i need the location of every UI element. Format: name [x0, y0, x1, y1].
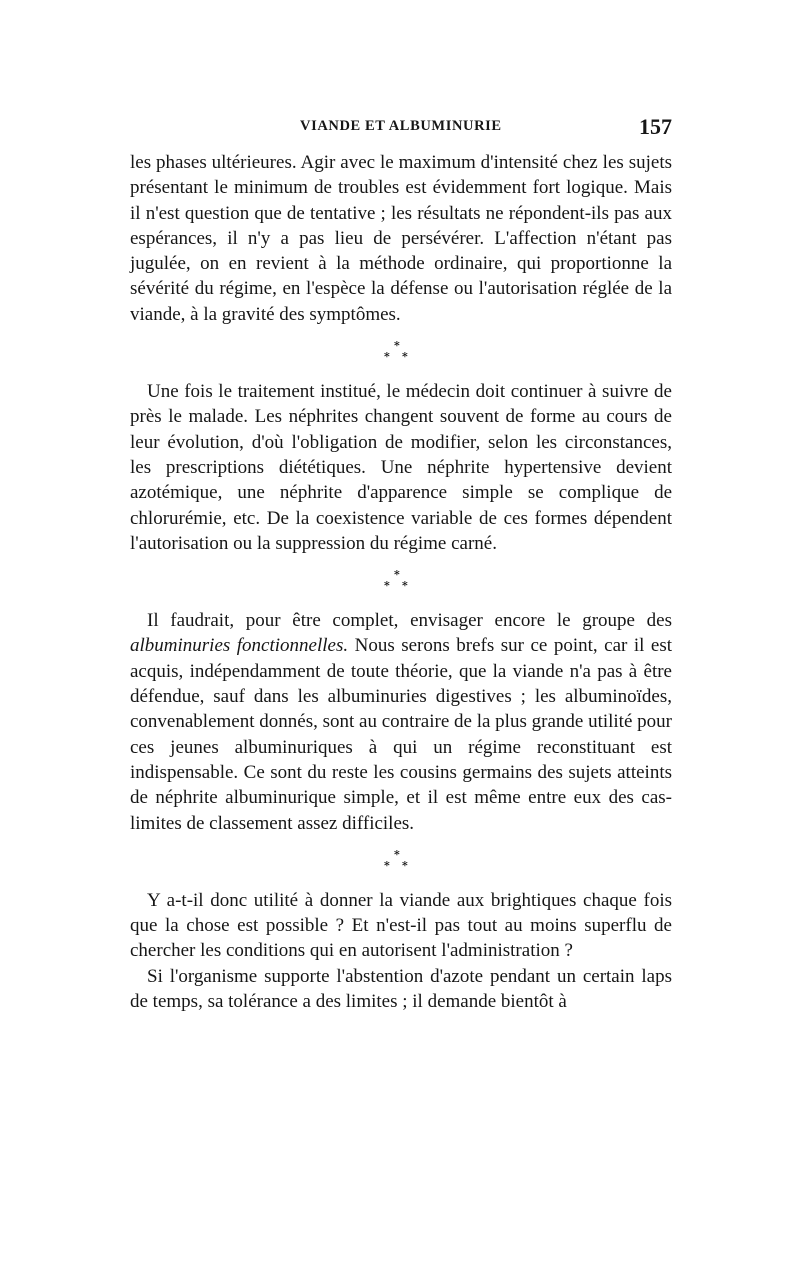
asterism-separator-1 [130, 327, 672, 379]
paragraph-4: Y a-t-il donc utilité à donner la viande aux brightiques chaque fois que la chose est possible ? Et n'est-il pas tout au moins superflu de chercher les conditions qui en autorisent l'administration ? [130, 889, 672, 962]
paragraph-2: Une fois le traitement institué, le médecin doit continuer à suivre de près le malade. Les néphrites changent souvent de forme au cours de leur évolution, d'où l'obligation de modifier, selon les circonstances, les prescriptions diététiques. Une néphrite hypertensive devient azotémique, une néphrite d'apparence simple se complique de chlorurémie, etc. De la coexistence variable de ces formes dépendent l'autorisation ou la suppression du régime carné. [130, 381, 672, 554]
paragraph-3-italic-term: albuminuries fonctionnelles. [130, 635, 349, 657]
asterism-star: * [384, 350, 390, 364]
paragraph-5: Si l'organisme supporte l'abstention d'azote pendant un certain laps de temps, sa tolérance a des limites ; il demande bientôt à [130, 965, 672, 1013]
running-title: VIANDE ET ALBUMINURIE [300, 118, 502, 134]
asterism-star: * [384, 579, 390, 593]
asterism-star: * [394, 339, 400, 353]
asterism-separator-3 [130, 836, 672, 888]
asterism-star: * [402, 858, 408, 872]
asterism-star: * [394, 568, 400, 582]
asterism-star: * [394, 847, 400, 861]
paragraph-3-start: Il faudrait, pour être complet, envisager encore le groupe des [147, 610, 672, 632]
page-number: 157 [639, 114, 672, 139]
page-header [130, 114, 670, 140]
paragraph-3 [130, 608, 672, 836]
paragraph-1: les phases ultérieures. Agir avec le maximum d'intensité chez les sujets présentant le minimum de troubles est évidemment fort logique. Mais il n'est question que de tentative ; les résultats ne répondent-ils pas aux espérances, il n'y a pas lieu de persévérer. L'affection n'étant pas jugulée, on en revient à la méthode ordinaire, qui proportionne la sévérité du régime, en l'espèce la défense ou l'autorisation réglée de la viande, à la gravité des symptômes. [130, 152, 672, 325]
asterism-star: * [402, 350, 408, 364]
asterism-separator-2 [130, 556, 672, 608]
body-text [130, 150, 672, 1014]
asterism-star: * [402, 579, 408, 593]
asterism-star: * [384, 858, 390, 872]
paragraph-3-end: Nous serons brefs sur ce point, car il est acquis, indépendamment de toute théorie, que la viande n'a pas à être défendue, sauf dans les albuminuries digestives ; les albuminoïdes, convenablement donnés, sont au contraire de la plus grande utilité pour ces jeunes albuminuriques à qui un régime reconstituant est indispensable. Ce sont du reste les cousins germains des sujets atteints de néphrite albuminurique simple, et il est même entre eux des cas-limites de classement assez difficiles. [130, 635, 672, 834]
